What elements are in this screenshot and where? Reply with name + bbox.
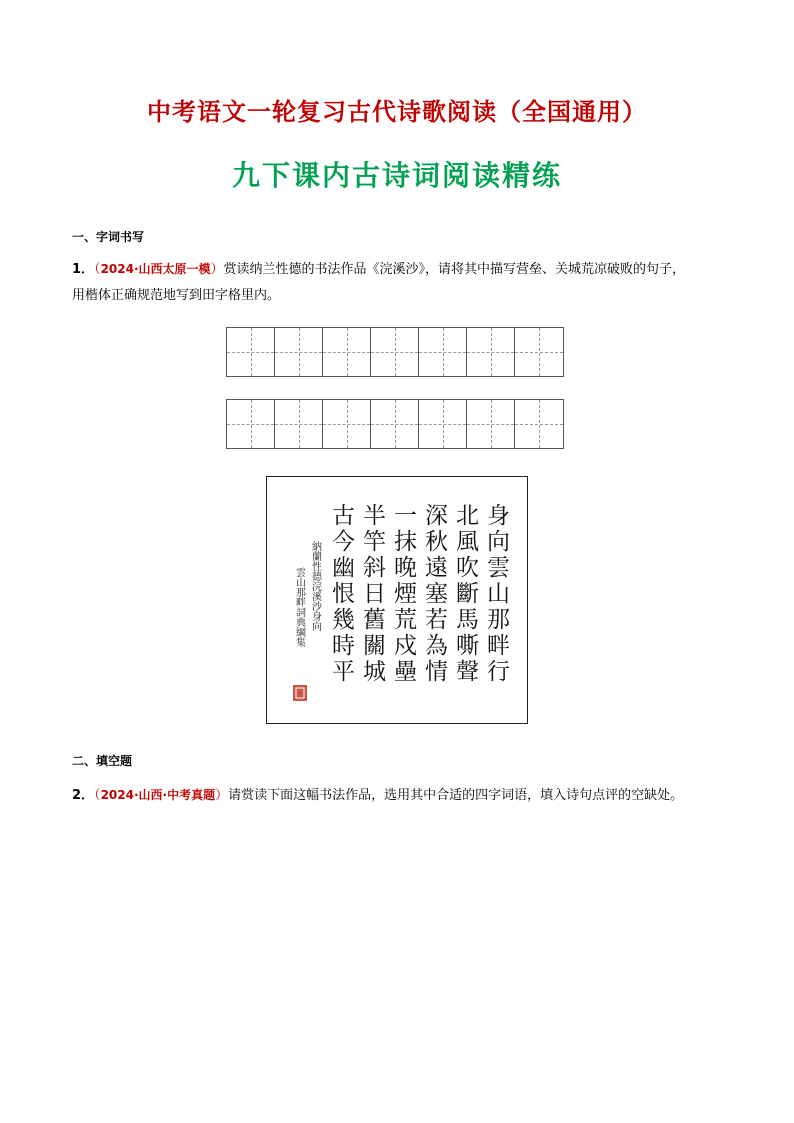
question-text-line1: 赏读纳兰性德的书法作品《浣溪沙》，请将其中描写营垒、关城荒凉破败的句子，	[223, 262, 686, 277]
calligraphy-column-1: 身向雲山那畔行	[483, 503, 509, 685]
question-1	[72, 256, 732, 309]
grid-cell[interactable]	[515, 328, 563, 376]
source-close-paren: ）	[210, 262, 224, 277]
seal-stamp	[293, 685, 307, 701]
question-source: 2024·山西太原一模	[100, 262, 211, 276]
grid-cell[interactable]	[419, 328, 467, 376]
grid-cell[interactable]	[419, 400, 467, 448]
tianzige-grid-row-1[interactable]	[226, 327, 564, 377]
calligraphy-artwork	[266, 476, 528, 724]
question-2	[72, 782, 732, 809]
grid-cell[interactable]	[323, 328, 371, 376]
grid-cell[interactable]	[275, 400, 323, 448]
calligraphy-svg	[267, 477, 526, 722]
grid-cell[interactable]	[515, 400, 563, 448]
section-heading-fill-blank: 二、填空题	[72, 754, 133, 768]
inscription-column-2: 雲山那畔詞典綱集	[293, 567, 305, 647]
calligraphy-column-3: 深秋遠塞若為情	[421, 503, 447, 685]
grid-cell[interactable]	[371, 328, 419, 376]
document-title: 中考语文一轮复习古代诗歌阅读（全国通用）	[147, 97, 647, 126]
source-close-paren: ）	[215, 788, 229, 803]
grid-cell[interactable]	[467, 328, 515, 376]
tianzige-grid-row-2[interactable]	[226, 399, 564, 449]
question-text: 请赏读下面这幅书法作品，选用其中合适的四字词语，填入诗句点评的空缺处。	[228, 788, 684, 803]
source-open-paren: （	[94, 262, 101, 277]
question-number: 2．	[72, 788, 95, 803]
grid-cell[interactable]	[467, 400, 515, 448]
source-open-paren: （	[94, 788, 101, 803]
question-source: 2024·山西·中考真题	[100, 788, 216, 802]
grid-cell[interactable]	[275, 328, 323, 376]
section-heading-word-writing: 一、字词书写	[72, 230, 145, 244]
grid-cell[interactable]	[227, 328, 275, 376]
grid-cell[interactable]	[227, 400, 275, 448]
calligraphy-column-6: 古今幽恨幾時平	[328, 503, 354, 685]
question-text-line2: 用楷体正确规范地写到田字格里内。	[72, 288, 281, 303]
document-subtitle: 九下课内古诗词阅读精练	[231, 159, 562, 192]
grid-cell[interactable]	[371, 400, 419, 448]
inscription-column-1: 納蘭性德浣溪沙身向	[309, 541, 321, 631]
question-number: 1．	[72, 262, 95, 277]
calligraphy-column-2: 北風吹斷馬嘶聲	[452, 503, 478, 685]
calligraphy-column-5: 半竿斜日舊關城	[359, 503, 385, 685]
grid-cell[interactable]	[323, 400, 371, 448]
calligraphy-column-4: 一抹晚煙荒戍壘	[390, 503, 416, 685]
